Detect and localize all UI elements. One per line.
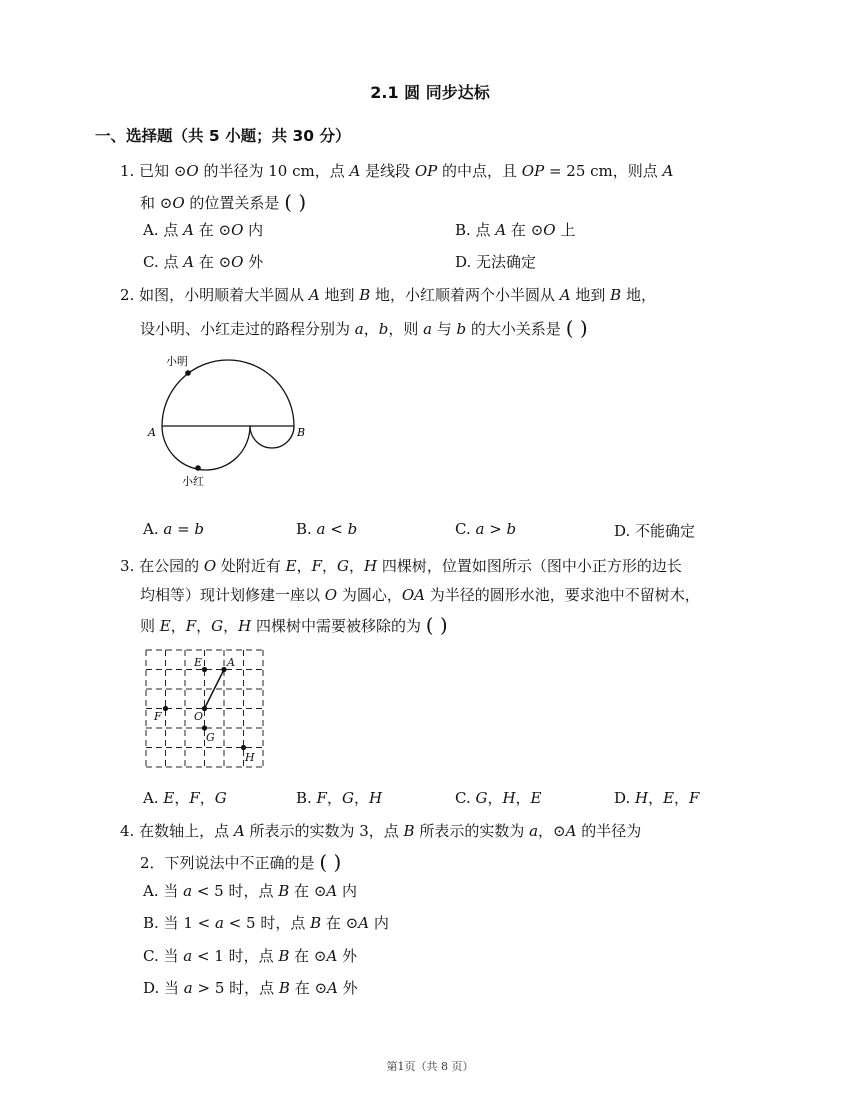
q2-stem-line1: 2. 如图，小明顺着大半圆从 𝐴 地到 𝐵 地，小红顺着两个小半圆从 𝐴 地到 𝐵 地， bbox=[120, 286, 656, 304]
q4-stem-text: 2．下列说法中不正确的是 bbox=[140, 854, 315, 872]
q2-option-d: D. 不能确定 bbox=[614, 522, 696, 540]
q3-option-d: D. 𝐻，𝐸，𝐹 bbox=[614, 789, 700, 807]
q4-option-a: A. 当 𝑎 < 5 时，点 𝐵 在 ⊙𝐴 内 bbox=[143, 882, 357, 900]
label-a: A bbox=[148, 426, 156, 439]
q2-option-a: A. 𝑎 = 𝑏 bbox=[143, 520, 205, 538]
q3-option-a: A. 𝐸，𝐹，𝐺 bbox=[143, 789, 227, 807]
q2-semicircle-figure bbox=[140, 348, 320, 498]
q4-option-d: D. 当 𝑎 > 5 时，点 𝐵 在 ⊙𝐴 外 bbox=[143, 979, 358, 997]
q2-option-b: B. 𝑎 < 𝑏 bbox=[296, 520, 358, 538]
label-a-grid: A bbox=[227, 656, 235, 669]
point-g bbox=[202, 725, 207, 730]
q3-option-b: B. 𝐹，𝐺，𝐻 bbox=[296, 789, 383, 807]
q1-stem-line2 bbox=[140, 189, 306, 213]
ming-point bbox=[185, 370, 191, 376]
q4-stem-line1: 4. 在数轴上，点 𝐴 所表示的实数为 3，点 𝐵 所表示的实数为 𝑎，⊙𝐴 的半径为 bbox=[120, 822, 642, 840]
point-f bbox=[163, 706, 168, 711]
q1-answer-blank: ( ) bbox=[284, 190, 307, 214]
q4-answer-blank: ( ) bbox=[319, 850, 342, 874]
q3-grid-figure bbox=[140, 644, 270, 774]
q2-option-c: C. 𝑎 > 𝑏 bbox=[455, 520, 517, 538]
q1-option-a: A. 点 𝐴 在 ⊙𝑂 内 bbox=[143, 221, 264, 239]
q4-option-b: B. 当 1 < 𝑎 < 5 时，点 𝐵 在 ⊙𝐴 内 bbox=[143, 914, 389, 932]
point-a bbox=[221, 667, 226, 672]
page-title: 2.1 圆 同步达标 bbox=[370, 83, 490, 102]
q1-option-d: D. 无法确定 bbox=[455, 253, 537, 271]
q3-answer-blank: ( ) bbox=[425, 613, 448, 637]
label-g: G bbox=[206, 731, 215, 744]
q3-option-c: C. 𝐺，𝐻，𝐸 bbox=[455, 789, 542, 807]
q1-option-b: B. 点 𝐴 在 ⊙𝑂 上 bbox=[455, 221, 576, 239]
q1-stem-line1: 1. 已知 ⊙𝑂 的半径为 10 cm，点 𝐴 是线段 𝑂𝑃 的中点，且 𝑂𝑃 = 25 cm，则点 𝐴 bbox=[120, 162, 674, 180]
hong-point bbox=[195, 465, 201, 471]
q2-stem-line2 bbox=[140, 315, 588, 339]
q2-answer-blank: ( ) bbox=[565, 316, 588, 340]
q3-stem-text: 则 𝐸，𝐹，𝐺，𝐻 四棵树中需要被移除的为 bbox=[140, 617, 421, 635]
label-hong: 小红 bbox=[182, 475, 204, 488]
section-heading: 一、选择题（共 5 小题；共 30 分） bbox=[95, 127, 351, 145]
q4-option-c: C. 当 𝑎 < 1 时，点 𝐵 在 ⊙𝐴 外 bbox=[143, 947, 358, 965]
q2-stem-text: 设小明、小红走过的路程分别为 𝑎，𝑏，则 𝑎 与 𝑏 的大小关系是 bbox=[140, 320, 561, 338]
q1-option-c: C. 点 𝐴 在 ⊙𝑂 外 bbox=[143, 253, 264, 271]
label-h: H bbox=[245, 751, 255, 764]
q4-stem-line2 bbox=[140, 849, 341, 873]
point-e bbox=[202, 667, 207, 672]
point-h bbox=[241, 745, 246, 750]
page-footer: 第1页（共 8 页） bbox=[386, 1060, 474, 1073]
label-f: F bbox=[154, 710, 162, 723]
label-o: O bbox=[194, 710, 204, 723]
label-b: B bbox=[297, 426, 306, 439]
label-e: E bbox=[194, 656, 203, 669]
q1-stem-text: 和 ⊙𝑂 的位置关系是 bbox=[140, 194, 280, 212]
q3-stem-line1: 3. 在公园的 𝑂 处附近有 𝐸，𝐹，𝐺，𝐻 四棵树，位置如图所示（图中小正方形的边长 bbox=[120, 557, 682, 575]
label-ming: 小明 bbox=[166, 355, 188, 368]
q3-stem-line2: 均相等）现计划修建一座以 𝑂 为圆心，𝑂𝐴 为半径的圆形水池，要求池中不留树木， bbox=[140, 586, 700, 604]
q3-stem-line3 bbox=[140, 612, 448, 636]
